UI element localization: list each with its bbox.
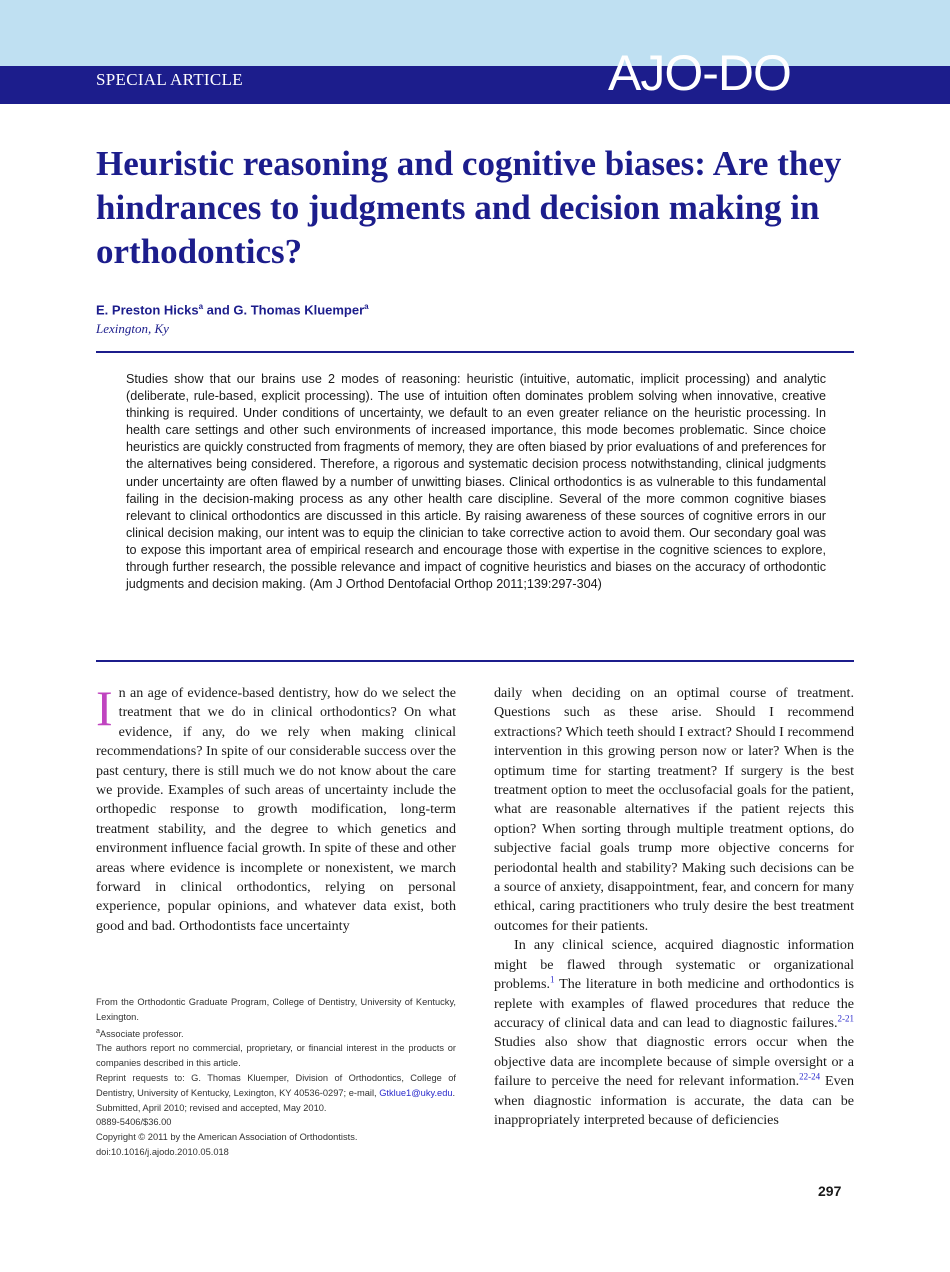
footnote-reprint — [96, 1071, 456, 1101]
footnote-submitted: Submitted, April 2010; revised and accepted, May 2010. — [96, 1102, 327, 1113]
divider-bottom — [96, 660, 854, 662]
para-segment: Studies also show that diagnostic errors occur when the objective data are incomplete because of simple oversight or a failure to perceive the need for relevant information. — [494, 1034, 854, 1090]
reference-link[interactable]: 2-21 — [837, 1013, 854, 1024]
para-segment: Even when diagnostic information is accurate, the data can be inappropriately interpreted because of deficiencies — [494, 1073, 854, 1128]
author-2-mark: a — [364, 302, 369, 311]
footnote-doi: doi:10.1016/j.ajodo.2010.05.018 — [96, 1147, 229, 1158]
section-label: SPECIAL ARTICLE — [96, 70, 243, 89]
intro-text: n an age of evidence-based dentistry, how do we select the treatment that we do in clinical orthodontics? On what evidence, if any, do we rely when making clinical recommendations? In spite of our considerable success over the past century, there is still much we do not know about the care we provide. Examples of such areas of uncertainty include the orthopedic response to growth modification, long-term treatment stability, and the degree to which genetics and environment influence facial growth. In spite of these and other areas where evidence is incomplete or nonexistent, we march forward in clinical orthodontics, relying on personal experience, popular opinions, and whatever data exist, both good and bad. Orthodontists face uncertainty — [96, 685, 456, 934]
abstract: Studies show that our brains use 2 modes of reasoning: heuristic (intuitive, automatic, implicit processing) and analytic (deliberate, rule-based, explicit processing). The use of intuition often dominates problem solving when innovative, creative thinking is required. Under conditions of uncertainty, we default to an even greater reliance on the heuristic processing. In health care settings and other such environments of increased importance, this mode becomes problematic. Since choice heuristics are quickly constructed from fragments of memory, they are often biased by prior evaluations of and preferences for the alternatives being considered. Therefore, a rigorous and systematic decision process notwithstanding, clinical judgments under uncertainty are often flawed by a number of unwitting biases. Clinical orthodontics is as vulnerable to this fundamental failing in the decision-making process as any other health care discipline. Several of the more common cognitive biases relevant to clinical orthodontics are discussed in this article. By raising awareness of these sources of cognitive errors in our clinical decision making, our intent was to equip the clinician to take corrective action to avoid them. Our secondary goal was to expose this important area of empirical research and encourage those with expertise in the cognitive sciences to explore, through further research, the possible relevance and impact of cognitive heuristics and biases on the accuracy of orthodontic judgments and decision making. (Am J Orthod Dentofacial Orthop 2011;139:297-304) — [126, 372, 826, 592]
journal-logo: AJO-DO — [608, 45, 791, 101]
body-paragraph: daily when deciding on an optimal course of treatment. Questions such as these arise. Should I recommend extractions? Which teeth should I extract? Should I recommend intervention in this growing person now or later? When is the optimum time for starting treatment? If surgery is the best treatment option to meet the occlusofacial goals for the patient, what are reasonable alternatives if the patient rejects this option? When sorting through multiple treatment options, do subjective facial goals trump more objective concerns for periodontal health and stability? Making such decisions can be a source of anxiety, disappointment, fear, and concern for many ethical, caring practitioners who truly desire the best treatment outcomes for their patients. — [494, 685, 854, 934]
divider-top — [96, 351, 854, 353]
reprint-text: Reprint requests to: G. Thomas Kluemper, Division of Orthodontics, College of Dentistry, University of Kentucky, Lexington, KY 40536-0297; e-mail, — [96, 1073, 456, 1098]
footnote-disclosure: The authors report no commercial, proprietary, or financial interest in the products or companies described in this article. — [96, 1043, 456, 1069]
author-connector: and — [203, 302, 234, 318]
footnotes — [96, 995, 456, 1160]
reference-link[interactable]: 1 — [549, 974, 555, 985]
article-title: Heuristic reasoning and cognitive biases: Are they hindrances to judgments and decision making in orthodontics? — [96, 144, 842, 271]
body-column-left — [96, 680, 456, 936]
footnote-assoc-text: Associate professor. — [99, 1028, 184, 1039]
header-band — [0, 0, 950, 66]
footnote-copyright: Copyright © 2011 by the American Association of Orthodontists. — [96, 1132, 358, 1143]
body-paragraph — [96, 680, 456, 936]
para-segment: The literature in both medicine and orthodontics is replete with examples of flawed procedures that reduce the accuracy of clinical data and can lead to diagnostic failures. — [494, 976, 854, 1031]
author-2: G. Thomas Kluemper — [233, 302, 365, 318]
footnote-from: From the Orthodontic Graduate Program, College of Dentistry, University of Kentucky, Lexington. — [96, 997, 456, 1022]
page-number: 297 — [818, 1183, 842, 1199]
reprint-end: . — [452, 1087, 456, 1098]
body-column-right — [494, 684, 854, 1130]
footnote-issn: 0889-5406/$36.00 — [96, 1117, 172, 1128]
body-paragraph — [494, 936, 854, 1130]
email-link[interactable]: Gtklue1@uky.edu — [379, 1087, 453, 1098]
reference-link[interactable]: 22-24 — [799, 1071, 821, 1082]
authors — [96, 302, 369, 317]
author-1-mark: a — [198, 302, 204, 311]
para-segment: In any clinical science, acquired diagnostic information might be flawed through systematic or organizational problems. — [494, 937, 854, 993]
footnote-assoc — [96, 1025, 456, 1042]
dropcap: I — [96, 680, 113, 736]
author-1: E. Preston Hicks — [96, 302, 199, 318]
footnote-mark: a — [96, 1027, 100, 1035]
affiliation: Lexington, Ky — [96, 321, 169, 336]
